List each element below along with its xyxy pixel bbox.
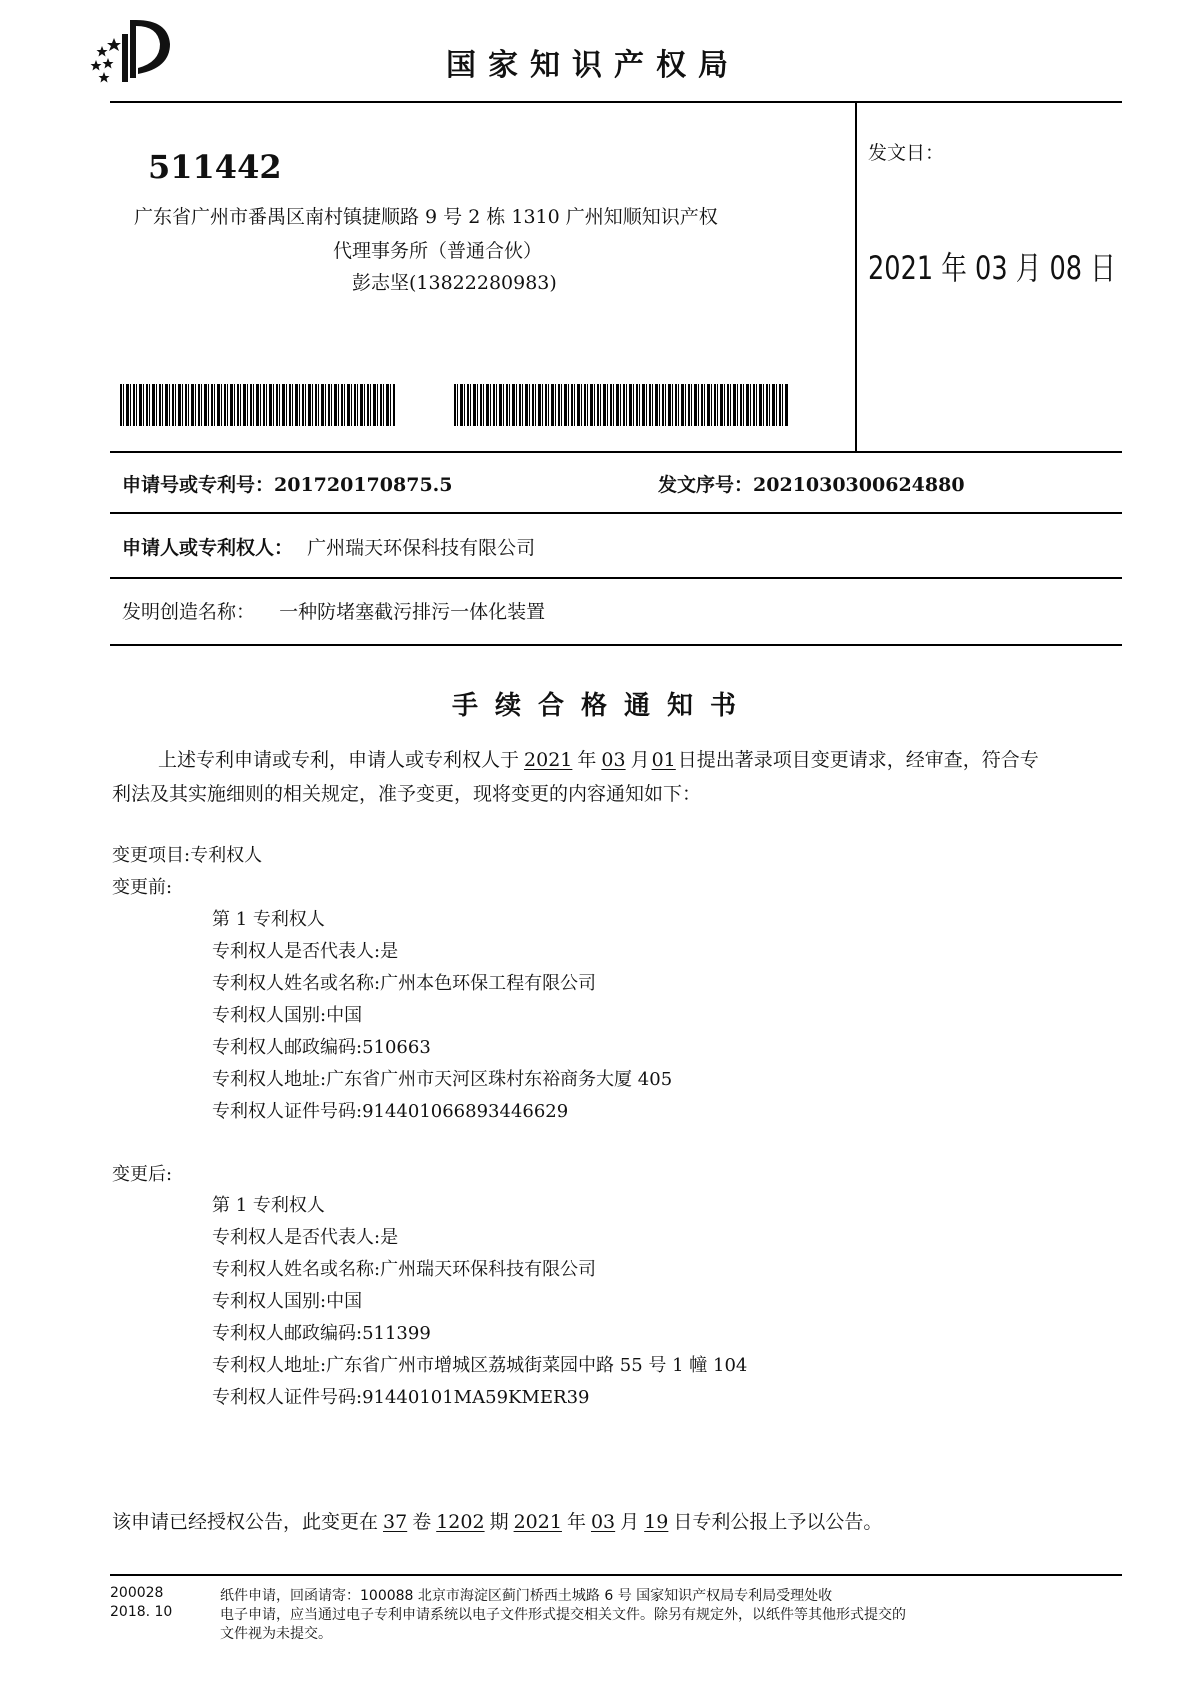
issue-date-label: 发文日：	[868, 142, 945, 164]
applicant-label: 申请人或专利权人：	[122, 537, 294, 559]
footer-divider	[110, 1574, 1122, 1576]
after-line: 专利权人地址:广东省广州市增城区荔城街菜园中路 55 号 1 幢 104	[212, 1355, 748, 1376]
divider	[110, 577, 1122, 579]
before-label: 变更前:	[112, 877, 173, 898]
recipient-address-line1: 广东省广州市番禺区南村镇捷顺路 9 号 2 栋 1310 广州知顺知识产权	[134, 206, 718, 228]
app-no-label: 申请号或专利号：	[122, 474, 275, 496]
footer-line2: 电子申请，应当通过电子专利申请系统以电子文件形式提交相关文件。除另有规定外，以纸件等其他形式提交的	[220, 1607, 906, 1623]
before-line: 第 1 专利权人	[212, 909, 325, 930]
issue-date-value: 2021 年 03 月 08 日	[868, 249, 1116, 287]
before-line: 专利权人是否代表人:是	[212, 941, 399, 962]
announcement: 该申请已经授权公告，此变更在 37 卷 1202 期 2021 年 03 月 19 日专利公报上予以公告。	[112, 1511, 883, 1533]
after-line: 专利权人邮政编码:511399	[212, 1323, 431, 1344]
barcode	[120, 384, 396, 426]
before-line: 专利权人邮政编码:510663	[212, 1037, 431, 1058]
cnipa-logo-icon	[86, 16, 178, 86]
barcode	[454, 384, 788, 426]
divider	[110, 644, 1122, 646]
invention-label: 发明创造名称：	[122, 601, 256, 623]
after-line: 专利权人姓名或名称:广州瑞天环保科技有限公司	[212, 1259, 597, 1280]
divider	[110, 512, 1122, 514]
before-line: 专利权人地址:广东省广州市天河区珠村东裕商务大厦 405	[212, 1069, 673, 1090]
agency-title: 国家知识产权局	[446, 48, 740, 83]
before-line: 专利权人证件号码:914401066893446629	[212, 1101, 569, 1122]
applicant-value: 广州瑞天环保科技有限公司	[307, 537, 536, 559]
after-line: 专利权人是否代表人:是	[212, 1227, 399, 1248]
notice-paragraph-line2: 利法及其实施细则的相关规定，准予变更，现将变更的内容通知如下：	[112, 783, 702, 805]
invention-value: 一种防堵塞截污排污一体化装置	[279, 601, 546, 623]
divider	[110, 101, 1122, 103]
before-line: 专利权人姓名或名称:广州本色环保工程有限公司	[212, 973, 597, 994]
recipient-address-line2: 代理事务所（普通合伙）	[333, 240, 543, 262]
divider	[110, 451, 1122, 453]
after-label: 变更后:	[112, 1164, 173, 1185]
notice-title: 手续合格通知书	[452, 691, 754, 721]
notice-paragraph-line1: 上述专利申请或专利，申请人或专利权人于 2021 年 03 月 01 日提出著录项目变更请求，经审查，符合专	[158, 749, 1039, 771]
after-line: 第 1 专利权人	[212, 1195, 325, 1216]
app-no-value: 201720170875.5	[274, 474, 453, 496]
serial-label: 发文序号：	[658, 474, 754, 496]
after-line: 专利权人证件号码:91440101MA59KMER39	[212, 1387, 590, 1408]
divider	[855, 101, 857, 452]
change-item: 变更项目:专利权人	[112, 845, 263, 866]
form-version: 2018. 10	[110, 1604, 173, 1620]
form-code: 200028	[110, 1585, 164, 1601]
recipient-contact: 彭志坚(13822280983)	[352, 272, 557, 294]
after-line: 专利权人国别:中国	[212, 1291, 363, 1312]
serial-value: 2021030300624880	[753, 474, 965, 496]
before-line: 专利权人国别:中国	[212, 1005, 363, 1026]
footer-line3: 文件视为未提交。	[220, 1626, 332, 1642]
footer-line1: 纸件申请，回函请寄：100088 北京市海淀区蓟门桥西土城路 6 号 国家知识产权局专利局受理处收	[220, 1588, 833, 1604]
recipient-postcode: 511442	[148, 148, 282, 186]
